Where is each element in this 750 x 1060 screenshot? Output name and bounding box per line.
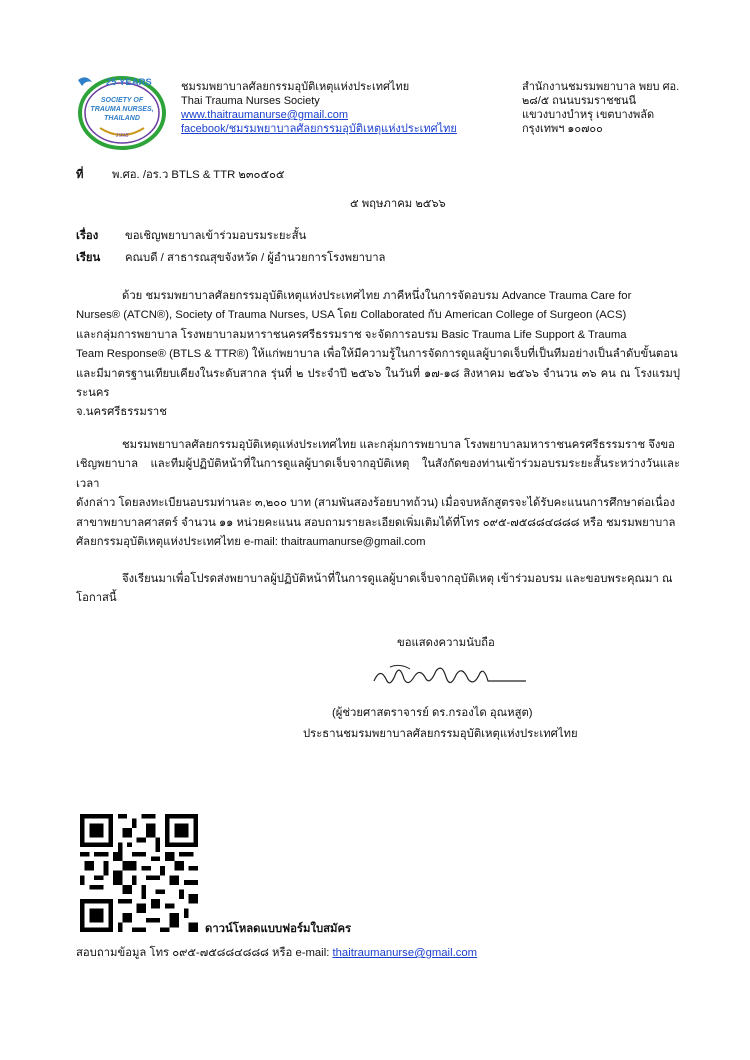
footer-email-link[interactable]: thaitraumanurse@gmail.com [332, 947, 478, 959]
org-name-th: ชมรมพยาบาลศัลยกรรมอุบัติเหตุแห่งประเทศไทย [181, 81, 410, 93]
logo-line-2: TRAUMA NURSES, [90, 106, 154, 113]
subject-text: ขอเชิญพยาบาลเข้าร่วมอบรมระยะสั้น [125, 230, 307, 242]
facebook-link[interactable]: facebook/ชมรมพยาบาลศัลยกรรมอุบัติเหตุแห่งประเทศไทย [181, 123, 457, 135]
to-text: คณบดี / สาธารณสุขจังหวัด / ผู้อำนวยการโรงพยาบาล [125, 252, 386, 264]
paragraph-line: ดังกล่าว โดยลงทะเบียนอบรมท่านละ ๓,๒๐๐ บาท (สามพันสองร้อยบาทถ้วน) เมื่อจบหลักสูตรจะได้รับคะแนนการศึกษาต่อเนื่อง [76, 497, 676, 510]
ref-row [76, 166, 83, 185]
paragraph-line: ชมรมพยาบาลศัลยกรรมอุบัติเหตุแห่งประเทศไทย และกลุ่มการพยาบาล โรงพยาบาลมหาราชนครศรีธรรมราช จึงขอ [122, 439, 675, 451]
paragraph-line: ด้วย ชมรมพยาบาลศัลยกรรมอุบัติเหตุแห่งประเทศไทย ภาคีหนึ่งในการจัดอบรม Advance Trauma Care for [122, 290, 632, 302]
logo-line-3: THAILAND [104, 115, 140, 122]
website-link[interactable]: www.thaitraumanurse@gmail.com [181, 109, 349, 121]
signer-name: (ผู้ช่วยศาสตราจารย์ ดร.กรองได อุณหสูต) [332, 707, 533, 719]
closing: ขอแสดงความนับถือ [397, 637, 495, 649]
subject-label: เรื่อง [76, 230, 99, 242]
paragraph-line: Team Response® (BTLS & TTR®) ให้แก่พยาบาล เพื่อให้มีความรู้ในการจัดการดูแลผู้บาดเจ็บที่เป็นทีมอย่างเป็นลำดับขั้นตอน [76, 348, 678, 361]
paragraph-line: จึงเรียนมาเพื่อโปรดส่งพยาบาลผู้ปฏิบัติหน้าที่ในการดูแลผู้บาดเจ็บจากอุบัติเหตุ เข้าร่วมอบรม และขอบพระคุณมา ณ [122, 573, 673, 585]
qr-caption: ดาวน์โหลดแบบฟอร์มใบสมัคร [205, 923, 352, 935]
signer-title: ประธานชมรมพยาบาลศัลยกรรมอุบัติเหตุแห่งประเทศไทย [303, 728, 578, 740]
office-address [522, 80, 679, 136]
footer-contact [76, 944, 477, 963]
paragraph-2 [76, 436, 680, 552]
paragraph-line: สาขาพยาบาลศาสตร์ จำนวน ๑๑ หน่วยคะแนน สอบถามรายละเอียดเพิ่มเติมได้ที่โทร ๐๙๕-๗๕๘๘๔๘๘๘ หรือ ชมรมพยาบาล [76, 516, 676, 529]
paragraph-line: เชิญพยาบาล และทีมผู้ปฏิบัติหน้าที่ในการดูแลผู้บาดเจ็บจากอุบัติเหตุ ในสังกัดของท่านเข้าร่วมอบรมระยะสั้นระหว่างวันและเวลา [76, 458, 680, 490]
paragraph-line: ศัลยกรรมอุบัติเหตุแห่งประเทศไทย e-mail: thaitraumanurse@gmail.com [76, 536, 426, 549]
address-line: สำนักงานชมรมพยาบาล พยบ ศอ. [522, 81, 680, 93]
address-line: กรุงเทพฯ ๑๐๗๐๐ [522, 123, 603, 135]
society-logo [76, 70, 168, 150]
bird-icon [78, 77, 92, 86]
paragraph-line: โอกาสนี้ [76, 592, 117, 605]
address-line: แขวงบางบำหรุ เขตบางพลัด [522, 109, 655, 121]
paragraph-3 [76, 570, 680, 609]
paragraph-line: Nurses® (ATCN®), Society of Trauma Nurses, USA โดย Collaborated กับ American College of Surgeon (ACS) [76, 309, 627, 322]
paragraph-1 [76, 287, 680, 423]
letter-date: ๕ พฤษภาคม ๒๕๖๖ [350, 198, 446, 210]
paragraph-line: จ.นครศรีธรรมราช [76, 406, 167, 419]
paragraph-line: และมีมาตรฐานเทียบเคียงในระดับสากล รุ่นที่ ๒ ประจำปี ๒๕๖๖ ในวันที่ ๑๗-๑๘ สิงหาคม ๒๕๖๖ จำนวน ๓๖ คน ณ โรงแรมปุระนคร [76, 367, 680, 400]
org-name-en: Thai Trauma Nurses Society [181, 95, 320, 107]
to-label: เรียน [76, 252, 101, 264]
logo-years: 25 YEARS [106, 77, 152, 88]
ref-number: พ.ศอ. /อร.ว BTLS & TTR ๒๓๐๕๐๕ [112, 169, 285, 181]
footer-text: สอบถามข้อมูล โทร ๐๙๕-๗๕๘๘๔๘๘๘ หรือ e-mail: [76, 947, 333, 959]
logo-line-1: SOCIETY OF [100, 97, 144, 104]
signature [370, 659, 530, 699]
address-line: ๒๘/๕ ถนนบรมราชชนนี [522, 95, 637, 107]
qr-code[interactable] [80, 814, 198, 932]
logo-year: 1998 [115, 132, 129, 139]
org-header [181, 80, 457, 136]
ref-label: ที่ [76, 169, 84, 181]
paragraph-line: และกลุ่มการพยาบาล โรงพยาบาลมหาราชนครศรีธรรมราช จะจัดการอบรม Basic Trauma Life Support & Trauma [76, 328, 627, 341]
